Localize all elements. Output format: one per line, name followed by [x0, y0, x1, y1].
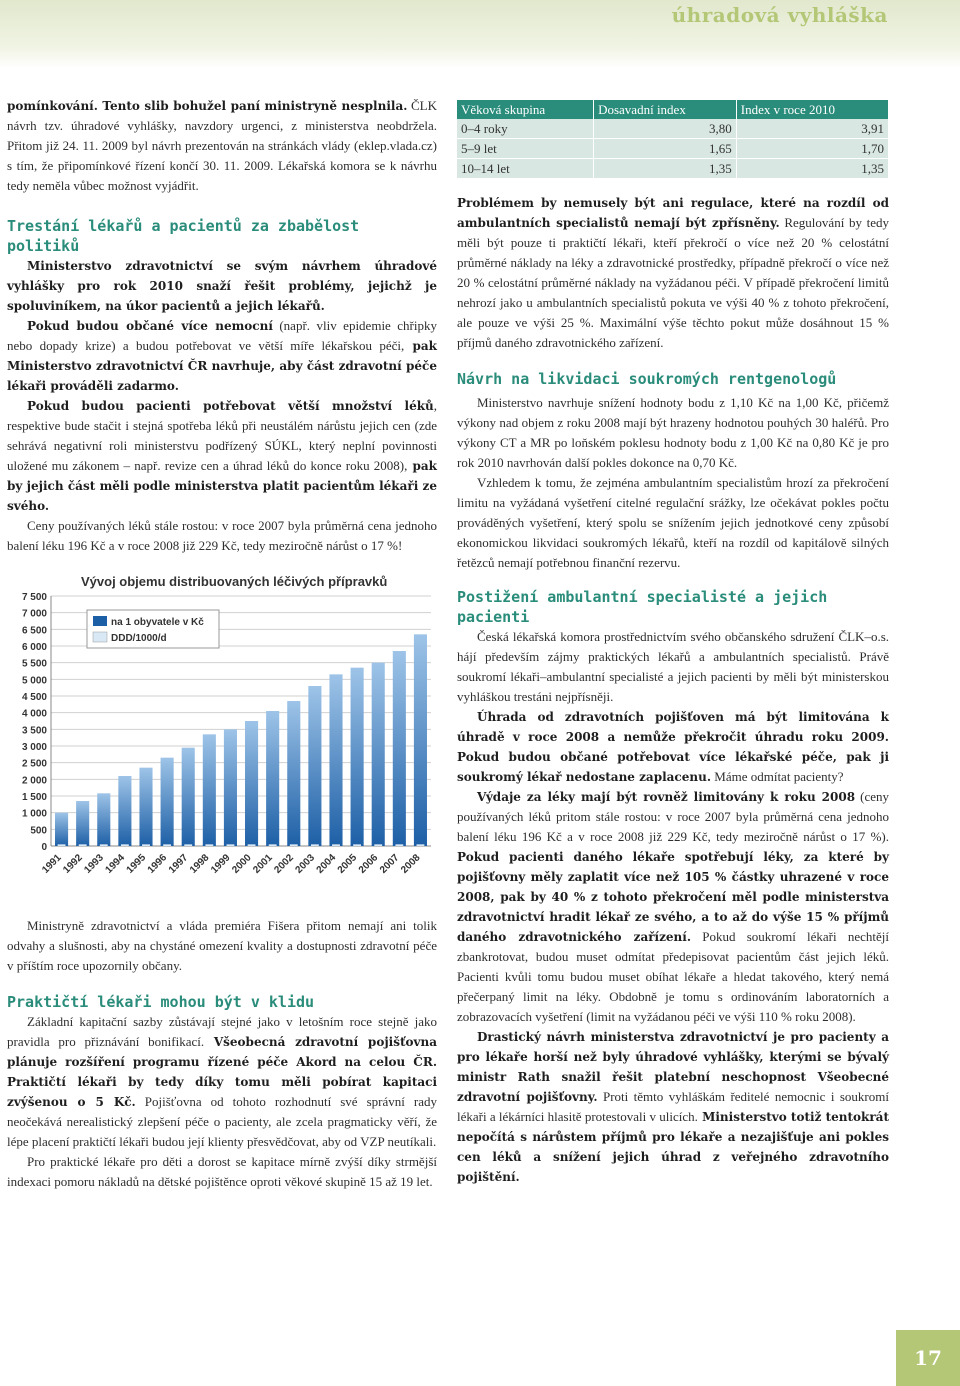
chart-title: Vývoj objemu distribuovaných léčivých přípravků: [81, 574, 388, 589]
y-tick-label: 6 500: [21, 625, 47, 637]
y-tick-label: 500: [30, 825, 47, 837]
x-tick-label: 2002: [272, 852, 296, 876]
table-cell: 1,65: [594, 139, 737, 159]
x-tick-label: 2006: [356, 852, 381, 876]
bar-per-capita: [329, 674, 342, 846]
bar-per-capita: [393, 651, 406, 846]
y-tick-label: 6 000: [21, 642, 47, 653]
section-title: úhradová vyhláška: [671, 3, 888, 27]
x-tick-label: 1992: [61, 852, 85, 876]
x-tick-label: 1999: [209, 852, 233, 876]
after-chart-paragraph: Ministryně zdravotnictví a vláda premiéra Fišera přitom nemají ani tolik odvahy a slušnosti, aby na chystáné omezení kvality a dostupnosti zdravotní péče v příštím roce upozornily občany.: [7, 918, 437, 973]
x-tick-label: 1991: [40, 852, 64, 876]
x-tick-label: 2001: [251, 852, 275, 876]
x-tick-label: 1995: [124, 852, 149, 876]
bar-per-capita: [203, 734, 216, 846]
bar-per-capita: [224, 729, 237, 846]
table-cell: 10–14 let: [457, 159, 594, 179]
intro-paragraph: pomínkování. Tento slib bohužel paní ministryně nesplnila. ČLK návrh tzv. úhradové vyhlášky, navzdory urgenci, z ministerstva neobdržela. Přitom již 24. 11. 2009 byl návrh prezentován na stránkách vlády (eklep.vlada.cz) s tím, že připomínkové řízení končí 30. 11. 2009. Lékařská komora se k návrhu tedy neměla vůbec možnost vyjádřit.: [7, 98, 437, 193]
table-cell: 0–4 roky: [457, 119, 594, 139]
bar-ddd: [163, 844, 171, 846]
bar-per-capita: [351, 668, 364, 846]
x-tick-label: 2003: [293, 852, 318, 876]
trest-paragraph-3: Pokud budou pacienti potřebovat větší množství léků, respektive bude stačit i stejná spotřeba léků při neustálém nárůstu jejich cen (zde sehrává negativní roli ministerstvu podřízený SÚKL, který neplní povinnosti uložené mu zákonem – např. revize cen a úhrad léků do konce roku 2008), pak by jejich část měli podle ministerstva platit pacientům lékaři ze svého.: [7, 398, 437, 513]
x-tick-label: 1993: [82, 852, 106, 876]
y-tick-label: 1 000: [21, 808, 47, 820]
chart-svg: [7, 570, 437, 900]
legend-swatch-1: [93, 616, 107, 626]
heading-trestani: Trestání lékařů a pacientů za zbabělost politiků: [7, 217, 360, 255]
legend-label-2: DDD/1000/d: [111, 633, 167, 644]
bar-ddd: [290, 844, 298, 846]
table-row: [457, 159, 889, 179]
bar-per-capita: [97, 793, 110, 846]
bar-per-capita: [139, 768, 152, 846]
navrh-paragraph-1: Ministerstvo navrhuje snížení hodnoty bodu z 1,10 Kč na 1,00 Kč, přičemž výkony nad objem z roku 2008 mají být hrazeny hodnotou pouhých 30 haléřů. Pro výkony CT a MR po loňském poklesu hodnoty bodu z 1,00 Kč na 0,80 Kč je pro rok 2010 navrhován další pokles dokonce na 0,70 Kč.: [457, 395, 889, 470]
post-paragraph-2: Úhrada od zdravotních pojišťoven má být limitována k úhradě v roce 2008 a nemůže překročit úhradu roku 2009. Pokud budou občané potřebovat více lékařské péče, pak ji soukromý lékař nedostane zaplacenu. Máme odmítat pacienty?: [457, 710, 889, 784]
bar-ddd: [269, 844, 277, 846]
legend-label-1: na 1 obyvatele v Kč: [111, 617, 204, 628]
bar-ddd: [227, 844, 235, 846]
legend-swatch-2: [93, 632, 107, 642]
left-column: [7, 96, 437, 1192]
bar-per-capita: [161, 758, 174, 846]
trest-paragraph-1: Ministerstvo zdravotnictví se svým návrhem úhradové vyhlášky pro rok 2010 snaží řešit problémy, jejichž je spoluviníkem, na úkor pacientů a jejich lékařů.: [7, 259, 437, 313]
table-header-row: [457, 100, 889, 119]
y-tick-label: 2 500: [21, 758, 47, 770]
x-tick-label: 2000: [230, 852, 254, 876]
y-tick-label: 5 000: [21, 675, 47, 687]
x-tick-label: 2008: [399, 852, 423, 876]
bar-ddd: [79, 844, 87, 846]
index-table: [457, 100, 889, 179]
bar-ddd: [142, 844, 150, 846]
bar-ddd: [58, 844, 66, 846]
bar-per-capita: [76, 801, 89, 846]
bar-ddd: [417, 844, 425, 846]
x-tick-label: 2004: [314, 852, 339, 876]
bar-ddd: [100, 844, 108, 846]
x-tick-label: 1997: [166, 852, 191, 876]
problem-paragraph: Problémem by nemusely být ani regulace, které na rozdíl od ambulantních specialistů nemají být zpřísněny. Regulování by tedy měli být pouze ti praktičtí lékaři, kteří překročí o více než 20 % celostátní průměrné náklady na léky a zdravotnické prostředky, případně překročí o více než 20 % celostátní průměrné náklady na vyžádanou péči. V případě překročení limitů nehrozí jako u ambulantních specialistů pokuta ve výši 40 % z tohoto překročení, ale pouze ve výši 25 %. Maximální výše těchto pokut může dosáhnout 15 % příjmů daného zdravotnického zařízení.: [457, 196, 889, 350]
table-cell: 3,80: [594, 119, 737, 139]
post-paragraph-4: Drastický návrh ministerstva zdravotnictví je pro pacienty a pro lékaře horší než byly úhradové vyhlášky, kterými se bývalý ministr Rath snažil řešit platební neschopnost Všeobecné zdravotní pojišťovny. Proti těmto vyhláškám ředitelé nemocnic i soukromí lékaři a lékárníci hlasitě protestovali v ulicích. Ministerstvo totiž tentokrát nepočítá s nárůstem příjmů pro lékaře a nezajišťuje ani pokles cen léků a snížení jejich úhrad z veřejného zdravotního pojištění.: [457, 1030, 889, 1184]
x-tick-label: 1996: [145, 852, 170, 876]
table-cell: 5–9 let: [457, 139, 594, 159]
prak-paragraph-1: Základní kapitační sazby zůstávají stejné jako v letošním roce stejně jako pravidla pro přiznávání bonifikací. Všeobecná zdravotní pojišťovna plánuje rozšíření programu řízené péče Akord na celou ČR. Praktičtí lékaři by tedy díky tomu měli pobírat kapitaci zvýšenou o 5 Kč. Pojišťovna od tohoto rozhodnutí své správní rady neočekává nerealistický zlepšení péče o pacienty, ale zcela pragmaticky věří, že lépe placení praktičtí lékaři budou její klienty přesvědčovat, aby od VZP neutíkali.: [7, 1014, 437, 1149]
heading-prakticti: Praktičtí lékaři mohou být v klidu: [7, 993, 315, 1011]
y-tick-label: 4 000: [21, 708, 47, 720]
trest-paragraph-4: Ceny používaných léků stále rostou: v roce 2007 byla průměrná cena jednoho balení léku 196 Kč a v roce 2008 již 229 Kč, tedy meziročně nárůst o 17 %!: [7, 518, 437, 553]
bar-ddd: [184, 844, 192, 846]
bar-per-capita: [245, 721, 258, 846]
x-tick-label: 1998: [187, 852, 212, 876]
bar-ddd: [121, 844, 129, 846]
y-tick-label: 3 000: [21, 742, 47, 753]
drug-volume-chart: [7, 570, 437, 900]
y-tick-label: 2 000: [21, 775, 47, 787]
table-header-cell: Index v roce 2010: [736, 100, 888, 119]
table-cell: 1,70: [736, 139, 888, 159]
page-number: 17: [896, 1330, 960, 1386]
navrh-paragraph-2: Vzhledem k tomu, že zejména ambulantním specialistům hrozí za překročení limitu na vyžádaná vyšetření citelné regulační srážky, lze očekávat pokles počtu prováděných vyšetření, který spolu se snížením jejich jednotkové ceny způsobí ekonomickou likvidaci soukromých lékařů, kteří na rozdíl od kapitálově silných řetězců nemají potřebnou finanční rezervu.: [457, 475, 889, 570]
x-tick-label: 2007: [377, 852, 402, 876]
bar-ddd: [353, 844, 361, 846]
table-header-cell: Dosavadní index: [594, 100, 737, 119]
y-tick-label: 0: [41, 842, 47, 853]
bar-ddd: [374, 844, 382, 846]
post-paragraph-1: Česká lékařská komora prostřednictvím svého občanského sdružení ČLK–o.s. hájí především zájmy praktických lékařů a ambulantních specialistů. Právě soukromí lékaři–ambulantní specialisté a jejich pacienti by měli být ministerskou vyhláškou trestáni nejpřísněji.: [457, 629, 889, 704]
heading-postizeni: Postižení ambulantní specialisté a jejich pacienti: [457, 588, 828, 626]
y-tick-label: 7 000: [21, 608, 47, 620]
table-cell: 1,35: [594, 159, 737, 179]
table-header-cell: Věková skupina: [457, 100, 594, 119]
trest-paragraph-2: Pokud budou občané více nemocní (např. vliv epidemie chřipky nebo dopady krize) a budou potřebovat ve větší míře lékařskou péči, pak Ministerstvo zdravotnictví ČR navrhuje, aby část zdravotní péče lékaři prováděli zadarmo.: [7, 318, 437, 393]
y-tick-label: 1 500: [21, 792, 47, 803]
bar-per-capita: [414, 634, 427, 846]
bar-per-capita: [182, 748, 195, 846]
bar-per-capita: [266, 711, 279, 846]
y-tick-label: 5 500: [21, 658, 47, 670]
right-column: [457, 100, 889, 1187]
bar-ddd: [395, 844, 403, 846]
heading-navrh: Návrh na likvidaci soukromých rentgenologů: [457, 370, 837, 388]
table-row: [457, 119, 889, 139]
bar-ddd: [332, 844, 340, 846]
table-cell: 3,91: [736, 119, 888, 139]
table-cell: 1,35: [736, 159, 888, 179]
bar-per-capita: [308, 686, 321, 846]
bar-per-capita: [287, 701, 300, 846]
x-tick-label: 1994: [103, 852, 128, 876]
bar-ddd: [311, 844, 319, 846]
bar-per-capita: [372, 663, 385, 846]
bar-per-capita: [118, 776, 131, 846]
bar-per-capita: [55, 813, 68, 846]
post-paragraph-3: Výdaje za léky mají být rovněž limitovány k roku 2008 (ceny používaných léků pritom stále rostou: v roce 2007 byla průměrná cena jednoho balení léku 196 Kč a v roce 2008 již 229 Kč, tedy meziročně nárůst o 17 %). Pokud pacienti daného lékaře spotřebují léky, za které by pojišťovny měly zaplatit více než 105 % částky uhrazené v roce 2008, pak by 40 % z tohoto překročení měl podle ministerstva zdravotnictví hradit lékař ze svého, a to až do výše 15 % příjmů daného zdravotnického zařízení. Pokud soukromí lékaři nechtějí zbankrotovat, budou muset odmítat předepisovat pacientům část jejich léků. Pacienti kvůli tomu budou muset obíhat lékaře a hledat takového, který nemá přečerpaný limit na léky. Obdobně je tomu s ordinováním laboratorních a zobrazovacích vyšetření (limit na vyžádanou péči ve výši 110 % roku 2008).: [457, 789, 889, 1024]
table-row: [457, 139, 889, 159]
prak-paragraph-2: Pro praktické lékaře pro děti a dorost se kapitace mírně zvýší díky strmější indexaci pomoru nákladů na dětské pojištěnce oproti věkové skupině 15 až 19 let.: [7, 1154, 437, 1189]
y-tick-label: 3 500: [21, 725, 47, 737]
y-tick-label: 4 500: [21, 692, 47, 703]
bar-ddd: [205, 844, 213, 846]
y-tick-label: 7 500: [21, 592, 47, 603]
x-tick-label: 2005: [335, 852, 360, 876]
header-band: [0, 0, 960, 68]
bar-ddd: [248, 844, 256, 846]
